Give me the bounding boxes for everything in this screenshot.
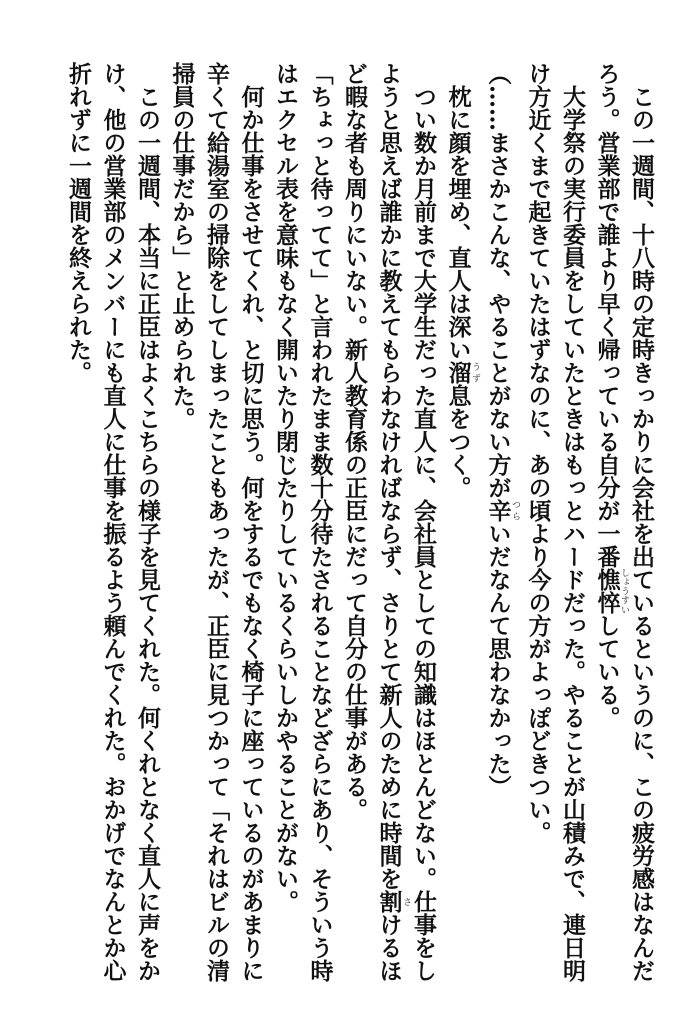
paragraph-p4: [440, 62, 480, 992]
text-segment: 息をつく。: [444, 384, 472, 499]
ruby-annotation: [593, 568, 629, 614]
text-segment: けるほど暇な者も周りにいない。新人教育係の正臣にだって自分の仕事がある。: [341, 62, 403, 982]
paragraph-p3: [480, 62, 520, 992]
text-segment: この一週間、十八時の定時きっかりに会社を出ているというのに、この疲労感はなんだろう。営業部で誰より早く帰っている自分が一番: [593, 62, 655, 982]
paragraph-p5: [337, 62, 441, 992]
ruby-base: 割: [375, 890, 403, 913]
text-segment: この一週間、本当に正臣はよくこちらの様子を見てくれた。何くれとなく直人に声をかけ、他の営業部のメンバーにも直人に仕事を振るよう頼んでくれた。おかげでなんとか心折れずに一週間を終えられた。: [65, 62, 161, 982]
ruby-reading: つら: [510, 499, 520, 522]
paragraph-p6: [268, 62, 337, 992]
ruby-reading: うず: [470, 361, 480, 384]
text-segment: つい数か月前まで大学生だった直人に、会社員としての知識はほとんどない。仕事をしようと思えば誰かに教えてもらわなければならず、さりとて新人のために時間を: [375, 62, 437, 982]
ruby-base: 憔悴: [593, 568, 621, 614]
ruby-base: 辛: [484, 499, 512, 522]
ruby-base: 溜: [444, 361, 472, 384]
vertical-text-body: [61, 62, 659, 992]
text-segment: 何か仕事をさせてくれ、と切に思う。何をするでもなく椅子に座っているのがあまりに辛くて給湯室の掃除をしてしまったこともあったが、正臣に見つかって「それはビルの清掃員の仕事だから」と止められた。: [168, 62, 265, 982]
text-segment: している。: [593, 614, 621, 729]
text-segment: 「ちょっと待ってて」と言われたまま数十分待たされることなどざらにあり、そういう時はエクセル表を意味もなく開いたり閉じたりしているくらいしかやることがない。: [272, 62, 334, 982]
text-segment: 枕に顔を埋め、直人は深い: [444, 85, 472, 361]
ruby-reading: さ: [401, 890, 411, 913]
ruby-annotation: [444, 361, 480, 384]
paragraph-p2: [520, 62, 589, 992]
paragraph-p7: [164, 62, 268, 992]
ruby-annotation: [484, 499, 520, 522]
text-segment: 大学祭の実行委員をしていたときはもっとハードだった。やることが山積みで、連日明け方近くまで起きていたはずなのに、あの頃より今の方がよっぽどきつい。: [524, 62, 586, 982]
ruby-annotation: [375, 890, 411, 913]
ruby-reading: しょうすい: [619, 568, 629, 614]
text-segment: いだなんて思わなかった）: [484, 522, 512, 798]
text-segment: （……まさかこんな、やることがない方が: [484, 62, 512, 499]
paragraph-p8: [61, 62, 165, 992]
paragraph-p1: [589, 62, 658, 992]
